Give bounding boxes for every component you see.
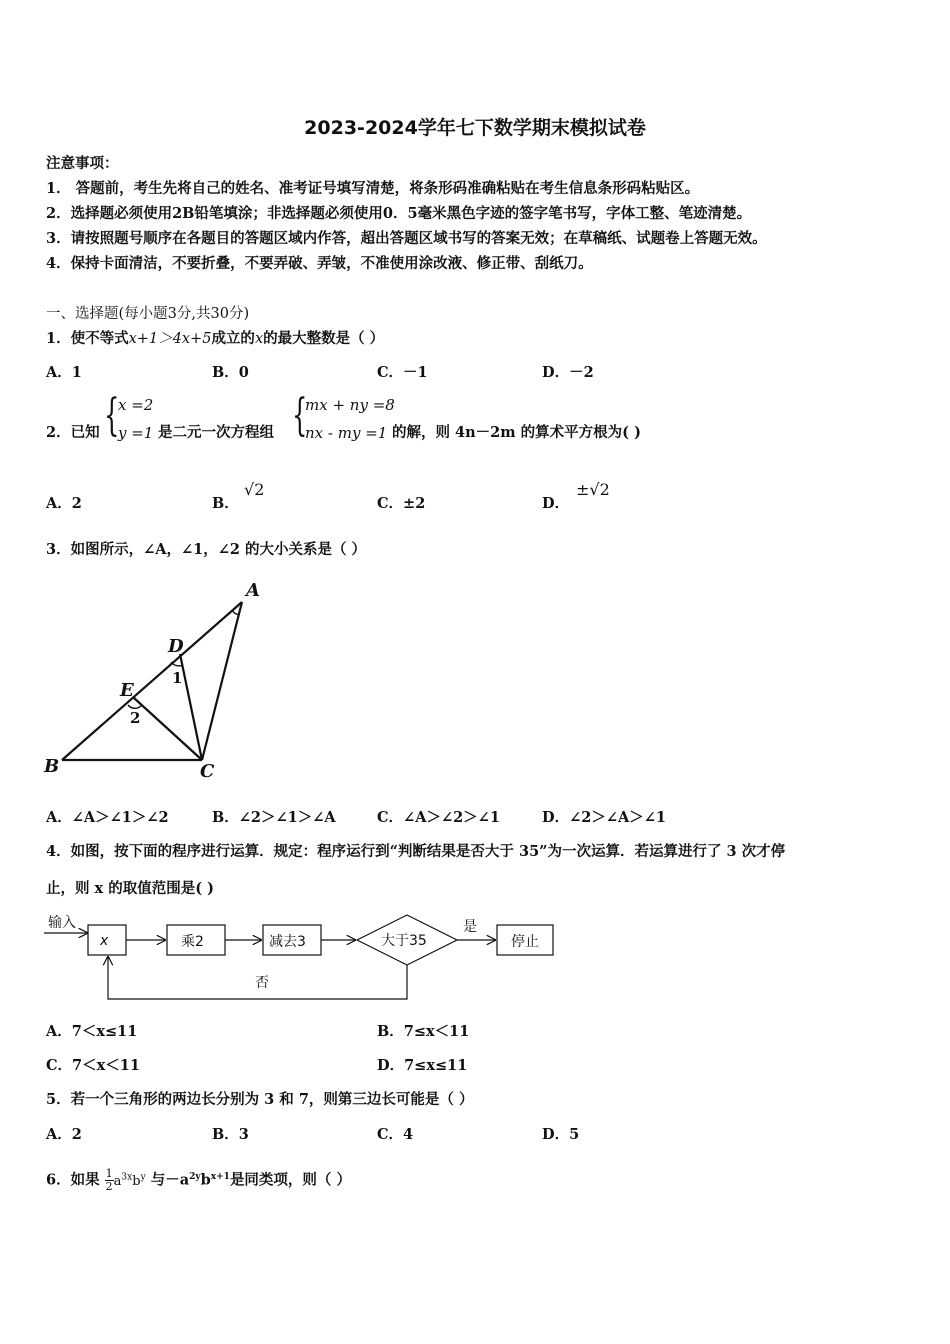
q2-brace-1: {: [104, 390, 120, 441]
q1-option-b: B．0: [212, 364, 249, 381]
q5-option-a: A．2: [46, 1126, 82, 1143]
q2-option-c: C．±2: [377, 495, 426, 512]
q2-sys2-eq1: mx + ny =8: [305, 396, 395, 414]
line-ca: [202, 602, 242, 760]
q4-option-c: C．7＜x＜11: [46, 1057, 140, 1074]
flow-label-yes: 是: [463, 919, 477, 935]
q3-option-d: D．∠2＞∠A＞∠1: [542, 809, 666, 826]
q2-option-d: D．: [542, 495, 570, 512]
q1-post: 的最大整数是（ ）: [263, 330, 385, 347]
q2-sys1-eq1: x =2: [118, 396, 154, 414]
page-title: 2023-2024学年七下数学期末模拟试卷: [304, 117, 646, 139]
label-a: A: [246, 580, 260, 601]
question-4-line-1: 4．如图，按下面的程序进行运算．规定：程序运行到“判断结果是否大于 35”为一次运算．若运算进行了 3 次才停: [46, 843, 786, 860]
q4-option-b: B．7≤x＜11: [377, 1023, 470, 1040]
q2-mid: 是二元一次方程组: [158, 424, 274, 441]
section-heading: 一、选择题(每小题3分,共30分): [46, 306, 250, 322]
q6-term1-exp-a: 3x: [121, 1172, 133, 1183]
q1-option-a: A．1: [46, 364, 82, 381]
notice-item-4: 4．保持卡面清洁，不要折叠，不要弄破、弄皱，不准使用涂改液、修正带、刮纸刀。: [46, 255, 593, 272]
line-ba: [62, 602, 242, 760]
q2-option-d-math: ±√2: [576, 480, 610, 499]
flow-label-cond: 大于35: [381, 933, 427, 949]
q2-option-b: B．: [212, 495, 239, 512]
q6-post: 是同类项，则（ ）: [229, 1171, 351, 1189]
angle-a-arc: [232, 610, 239, 615]
q1-option-d: D．－2: [542, 364, 594, 381]
q1-mid: 成立的: [211, 330, 255, 347]
q3-option-b: B．∠2＞∠1＞∠A: [212, 809, 336, 826]
question-5: 5．若一个三角形的两边长分别为 3 和 7，则第三边长可能是（ ）: [46, 1091, 474, 1108]
q3-option-c: C．∠A＞∠2＞∠1: [377, 809, 500, 826]
q2-brace-2: {: [292, 390, 308, 441]
flow-label-stop: 停止: [511, 934, 539, 950]
flow-label-sub: 减去3: [269, 934, 306, 950]
q2-post: 的解，则 4n－2m 的算术平方根为( ): [392, 424, 641, 441]
question-4-line-2: 止，则 x 的取值范围是( ): [46, 880, 215, 897]
question-1: [46, 327, 384, 348]
flow-label-x: x: [100, 933, 109, 949]
q5-option-d: D．5: [542, 1126, 580, 1143]
q6-exp2: 2y: [189, 1171, 201, 1182]
q6-b2: b: [200, 1171, 211, 1189]
notice-item-3: 3．请按照题号顺序在各题目的答题区域内作答，超出答题区域书写的答案无效；在草稿纸、试题卷上答题无效。: [46, 230, 767, 247]
flow-label-no: 否: [255, 975, 269, 991]
q6-term1-a: a: [113, 1173, 122, 1189]
q1-expression: x+1＞4x+5: [128, 331, 212, 347]
q6-fraction: [105, 1168, 114, 1193]
flow-label-mul: 乘2: [181, 934, 204, 950]
q2-option-a: A．2: [46, 495, 82, 512]
question-6: [46, 1168, 351, 1193]
q5-option-b: B．3: [212, 1126, 249, 1143]
q4-flowchart: [40, 905, 570, 1005]
q1-option-c: C．－1: [377, 364, 428, 381]
q1-pre: 1．使不等式: [46, 330, 129, 347]
q2-option-b-math: √2: [244, 480, 265, 499]
notice-item-1: 1． 答题前，考生先将自己的姓名、准考证号填写清楚，将条形码准确粘贴在考生信息条形码粘贴区。: [46, 180, 700, 197]
notice-item-2: 2．选择题必须使用2B铅笔填涂；非选择题必须使用0．5毫米黑色字迹的签字笔书写，字体工整、笔迹清楚。: [46, 205, 752, 222]
label-e: E: [120, 680, 134, 701]
flow-label-input: 输入: [48, 915, 76, 931]
label-d: D: [168, 636, 184, 657]
q3-option-a: A．∠A＞∠1＞∠2: [46, 809, 169, 826]
q3-triangle-figure: [40, 572, 280, 787]
q2-pre: 2．已知: [46, 424, 100, 441]
label-c: C: [200, 761, 215, 782]
q2-sys2-eq2: nx - my =1: [305, 424, 388, 442]
q4-option-d: D．7≤x≤11: [377, 1057, 468, 1074]
q6-exp3: x+1: [210, 1171, 230, 1182]
label-1: 1: [172, 669, 183, 687]
q6-fraction-denominator: 2: [105, 1180, 113, 1194]
q6-term1-exp-b: y: [140, 1172, 146, 1183]
q5-option-c: C．4: [377, 1126, 414, 1143]
notice-heading: 注意事项：: [46, 155, 119, 172]
q4-option-a: A．7＜x≤11: [46, 1023, 138, 1040]
q1-variable: x: [254, 331, 264, 347]
q6-fraction-numerator: 1: [105, 1167, 113, 1180]
question-3: 3．如图所示，∠A，∠1，∠2 的大小关系是（ ）: [46, 541, 367, 558]
q6-term1-b: b: [132, 1173, 141, 1189]
q6-pre: 6．如果: [46, 1171, 100, 1189]
q2-sys1-eq2: y =1: [118, 424, 154, 442]
label-b: B: [44, 756, 60, 777]
label-2: 2: [130, 709, 141, 727]
q6-mid: 与－a: [150, 1171, 190, 1189]
angle-2-arc: [128, 705, 141, 708]
